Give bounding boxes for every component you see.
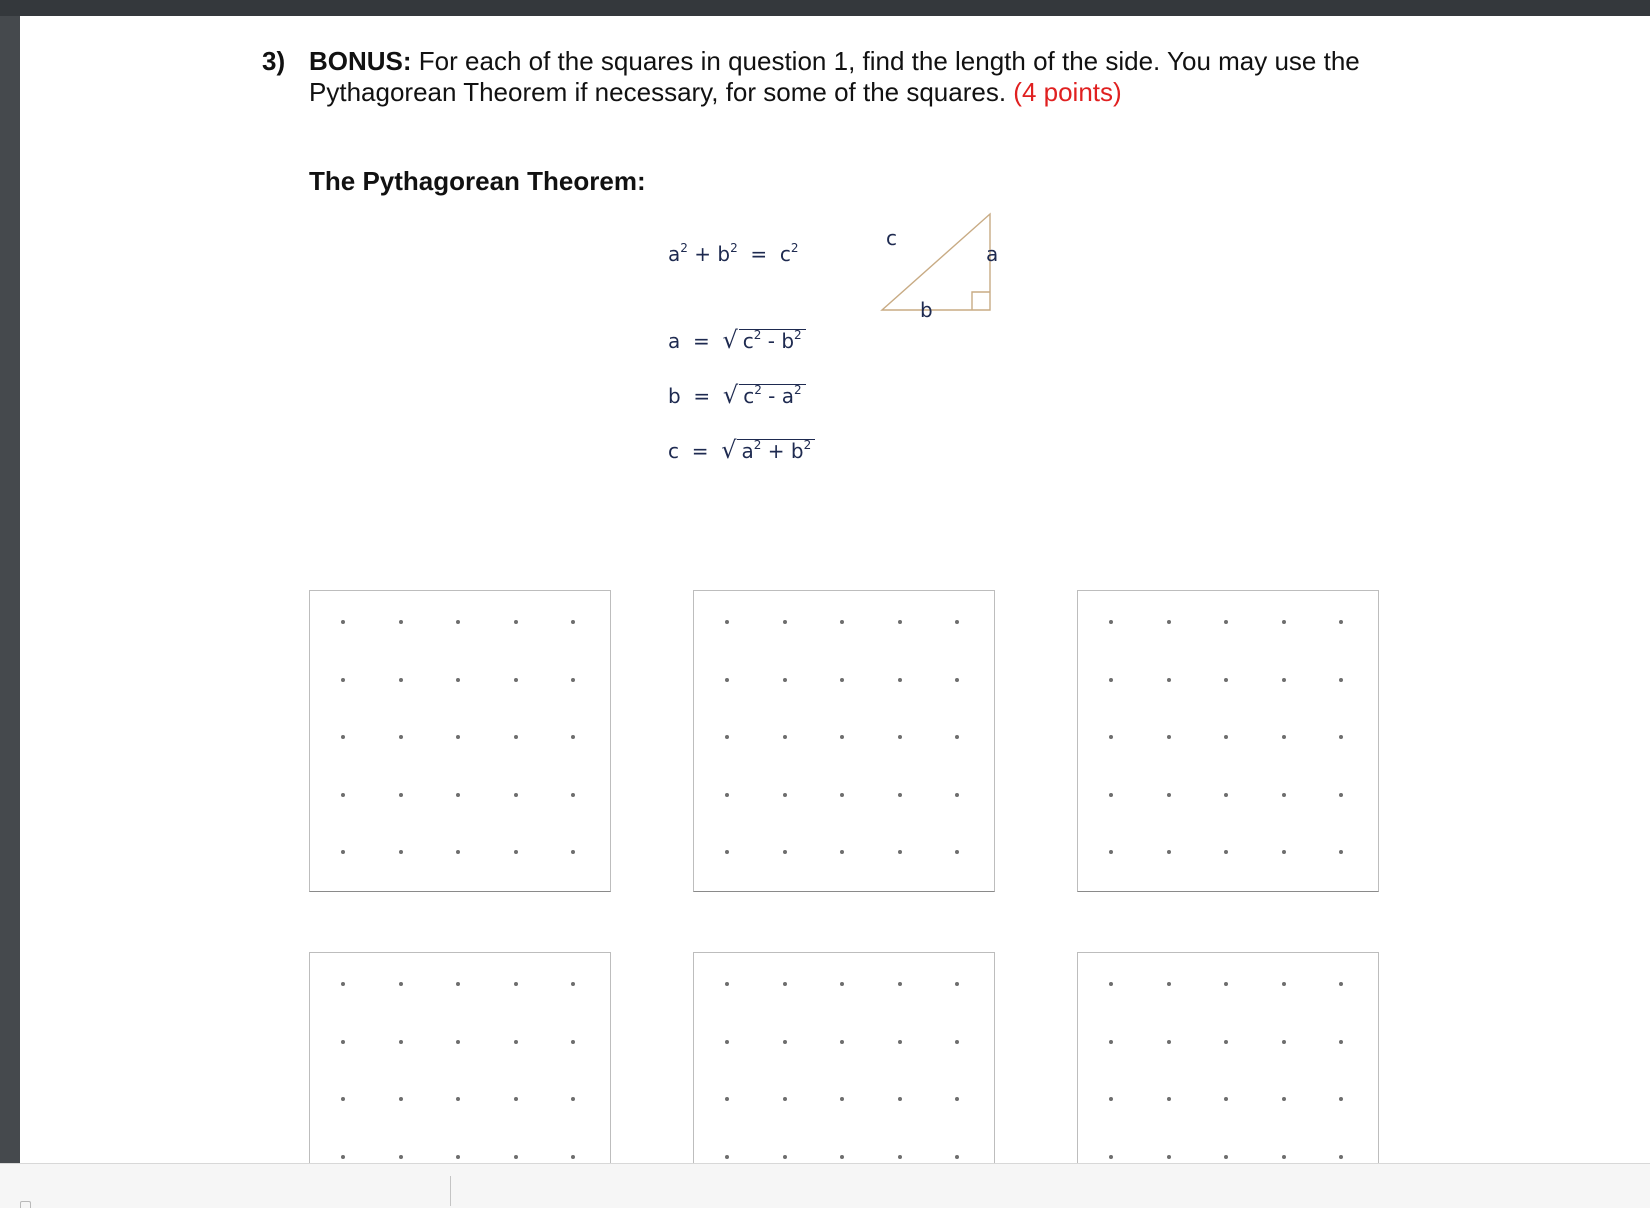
grid-dot (725, 793, 729, 797)
grid-dot (1282, 1040, 1286, 1044)
grid-dot (399, 620, 403, 624)
grid-dot (1109, 735, 1113, 739)
grid-dot (1339, 982, 1343, 986)
grid-dot (1167, 1155, 1171, 1159)
grid-dot (898, 850, 902, 854)
triangle-label-a: a (986, 242, 999, 266)
grid-dot (725, 620, 729, 624)
grid-dot (1167, 620, 1171, 624)
grid-dot (571, 982, 575, 986)
grid-dot (1224, 793, 1228, 797)
grid-dot (783, 793, 787, 797)
grid-dot (955, 1097, 959, 1101)
grid-dot (456, 1155, 460, 1159)
grid-dot (399, 850, 403, 854)
grid-dot (341, 620, 345, 624)
grid-dot (955, 793, 959, 797)
right-triangle-diagram (880, 212, 1000, 312)
points-label: (4 points) (1013, 77, 1122, 107)
document-page (20, 16, 1650, 1163)
grid-dot (725, 982, 729, 986)
grid-dot (1339, 1155, 1343, 1159)
grid-dot (1282, 1155, 1286, 1159)
theorem-title: The Pythagorean Theorem: (309, 166, 646, 196)
grid-dot (399, 678, 403, 682)
grid-dot (840, 620, 844, 624)
grid-dot (341, 850, 345, 854)
bonus-label: BONUS: (309, 46, 412, 76)
grid-dot (1339, 678, 1343, 682)
grid-dot (341, 793, 345, 797)
question-number: 3) (262, 46, 286, 76)
grid-dot (571, 1097, 575, 1101)
grid-dot (840, 1097, 844, 1101)
grid-dot (725, 1097, 729, 1101)
grid-dot (456, 793, 460, 797)
grid-dot (1167, 793, 1171, 797)
grid-dot (1339, 620, 1343, 624)
grid-dot (955, 735, 959, 739)
equation-main: $a^2 + b^2 = c^2$ (668, 241, 799, 266)
status-divider (450, 1176, 451, 1206)
grid-dot (1339, 793, 1343, 797)
equation-a: a = √ $c^2 - b^2$ (668, 326, 802, 354)
grid-dot (840, 793, 844, 797)
window-bottom-bar (0, 1163, 1650, 1208)
grid-dot (898, 1040, 902, 1044)
grid-dot (1167, 735, 1171, 739)
grid-dot (1109, 678, 1113, 682)
grid-dot (783, 1040, 787, 1044)
grid-dot (1109, 1097, 1113, 1101)
grid-dot (840, 1155, 844, 1159)
grid-dot (1339, 1040, 1343, 1044)
grid-dot (1109, 982, 1113, 986)
grid-dot (1224, 850, 1228, 854)
question-text (309, 46, 1489, 108)
grid-dot (725, 735, 729, 739)
grid-dot (571, 1155, 575, 1159)
grid-dot (955, 1155, 959, 1159)
dot-grid-box (693, 952, 995, 1163)
grid-dot (341, 982, 345, 986)
grid-dot (514, 1097, 518, 1101)
grid-dot (514, 678, 518, 682)
grid-dot (456, 620, 460, 624)
dot-grid-box (309, 590, 611, 892)
grid-dot (571, 735, 575, 739)
grid-dot (1109, 850, 1113, 854)
triangle-label-c: c (886, 226, 897, 250)
grid-dot (514, 1155, 518, 1159)
grid-dot (514, 620, 518, 624)
grid-dot (514, 1040, 518, 1044)
grid-dot (456, 982, 460, 986)
grid-dot (1167, 1040, 1171, 1044)
grid-dot (1224, 1155, 1228, 1159)
dot-grid-box (1077, 952, 1379, 1163)
grid-dot (725, 850, 729, 854)
dot-grid-box (693, 590, 995, 892)
grid-dot (898, 678, 902, 682)
grid-dot (341, 678, 345, 682)
dot-grid-box (309, 952, 611, 1163)
grid-dot (840, 850, 844, 854)
grid-dot (456, 1097, 460, 1101)
grid-dot (840, 678, 844, 682)
grid-dot (725, 1155, 729, 1159)
grid-dot (571, 620, 575, 624)
grid-dot (1224, 1097, 1228, 1101)
grid-dot (725, 678, 729, 682)
grid-dot (898, 1097, 902, 1101)
grid-dot (1282, 735, 1286, 739)
grid-dot (898, 620, 902, 624)
equation-b: b = √ $c^2 - a^2$ (668, 381, 802, 409)
grid-dot (955, 850, 959, 854)
grid-dot (514, 982, 518, 986)
grid-dot (783, 678, 787, 682)
equation-c: c = √ $a^2 + b^2$ (668, 436, 812, 464)
grid-dot (399, 1097, 403, 1101)
grid-dot (1224, 678, 1228, 682)
grid-dot (1282, 850, 1286, 854)
grid-dot (341, 1097, 345, 1101)
grid-dot (399, 1155, 403, 1159)
grid-dot (341, 1155, 345, 1159)
grid-dot (783, 850, 787, 854)
grid-dot (456, 735, 460, 739)
grid-dot (1282, 793, 1286, 797)
grid-dot (840, 735, 844, 739)
grid-dot (341, 735, 345, 739)
dot-grid-box (1077, 590, 1379, 892)
grid-dot (1109, 1155, 1113, 1159)
grid-dot (514, 735, 518, 739)
grid-dot (1224, 735, 1228, 739)
grid-dot (783, 620, 787, 624)
grid-dot (1109, 620, 1113, 624)
grid-dot (1282, 678, 1286, 682)
grid-dot (341, 1040, 345, 1044)
grid-dot (1224, 982, 1228, 986)
grid-dot (571, 793, 575, 797)
grid-dot (1167, 850, 1171, 854)
grid-dot (725, 1040, 729, 1044)
grid-dot (1167, 1097, 1171, 1101)
grid-dot (1224, 1040, 1228, 1044)
grid-dot (840, 1040, 844, 1044)
grid-dot (1339, 735, 1343, 739)
grid-dot (955, 620, 959, 624)
grid-dot (399, 1040, 403, 1044)
grid-dot (1224, 620, 1228, 624)
triangle-outline (882, 214, 990, 310)
grid-dot (456, 678, 460, 682)
grid-dot (898, 735, 902, 739)
grid-dot (399, 735, 403, 739)
question-body: For each of the squares in question 1, find the length of the side. You may use the Pythagorean Theorem if necessary, for some of the squares. (309, 46, 1360, 107)
grid-dot (955, 982, 959, 986)
grid-dot (456, 1040, 460, 1044)
triangle-label-b: b (920, 298, 933, 322)
grid-dot (571, 1040, 575, 1044)
grid-dot (955, 1040, 959, 1044)
right-angle-marker (972, 292, 990, 310)
grid-dot (399, 982, 403, 986)
grid-dot (783, 735, 787, 739)
grid-dot (514, 793, 518, 797)
grid-dot (571, 678, 575, 682)
grid-dot (783, 1155, 787, 1159)
grid-dot (1109, 793, 1113, 797)
grid-dot (840, 982, 844, 986)
grid-dot (783, 1097, 787, 1101)
grid-dot (399, 793, 403, 797)
grid-dot (783, 982, 787, 986)
grid-dot (1109, 1040, 1113, 1044)
grid-dot (1167, 982, 1171, 986)
grid-dot (514, 850, 518, 854)
grid-dot (1339, 1097, 1343, 1101)
grid-dot (1167, 678, 1171, 682)
grid-dot (1282, 1097, 1286, 1101)
grid-dot (1282, 982, 1286, 986)
window-left-gutter (0, 16, 20, 1163)
window-top-bar (0, 0, 1650, 16)
grid-dot (898, 982, 902, 986)
grid-dot (955, 678, 959, 682)
grid-dot (1282, 620, 1286, 624)
grid-dot (898, 1155, 902, 1159)
grid-dot (456, 850, 460, 854)
grid-dot (898, 793, 902, 797)
grid-dot (571, 850, 575, 854)
grid-dot (1339, 850, 1343, 854)
